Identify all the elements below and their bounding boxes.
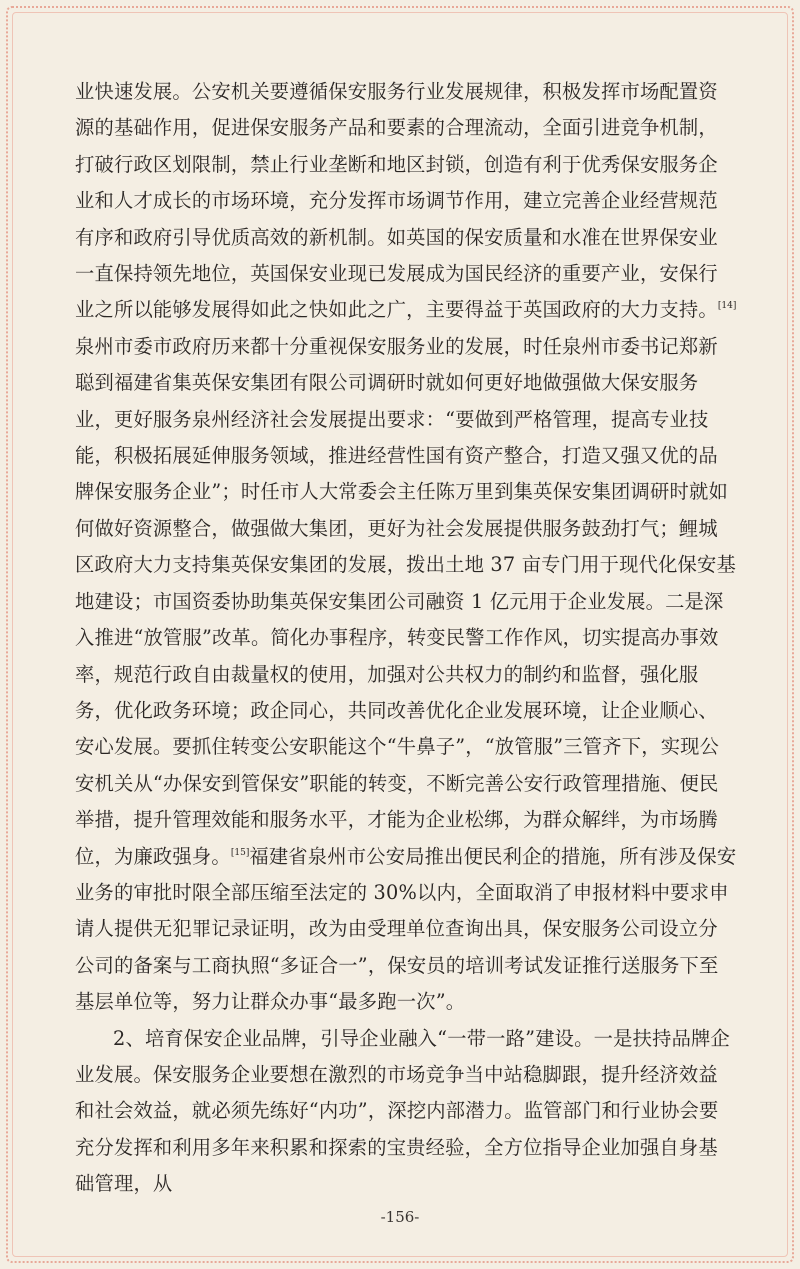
text-segment: 业快速发展。公安机关要遵循保安服务行业发展规律，积极发挥市场配置资源的基础作用，促进保安服务产品和要素的合理流动，全面引进竞争机制，打破行政区划限制，禁止行业垄断和地区封锁，创造有利于优秀保安服务企业和人才成长的市场环境，充分发挥市场调节作用，建立完善企业经营规范有序和政府引导优质高效的新机制。如英国的保安质量和水准在世界保安业一直保持领先地位，英国保安业现已发展成为国民经济的重要产业，安保行业之所以能够发展得如此之快如此之广，主要得益于英国政府的大力支持。 <box>75 80 718 322</box>
text-segment: 泉州市委市政府历来都十分重视保安服务业的发展，时任泉州市委书记郑新聪到福建省集英保安集团有限公司调研时就如何更好地做强做大保安服务业，更好服务泉州经济社会发展提出要求：“要做到严格管理，提高专业技能，积极拓展延伸服务领域，推进经营性国有资产整合，打造又强又优的品牌保安服务企业”；时任市人大常委会主任陈万里到集英保安集团调研时就如何做好资源整合，做强做大集团，更好为社会发展提供服务鼓劲打气；鲤城区政府大力支持集英保安集团的发展，拨出土地 37 亩专门用于现代化保安基地建设；市国资委协助集英保安集团公司融资 1 亿元用于企业发展。二是深入推进“放管服”改革。简化办事程序，转变民警工作作风，切实提高办事效率，规范行政自由裁量权的使用，加强对公共权力的制约和监督，强化服务，优化政务环境；政企同心，共同改善优化企业发展环境，让企业顺心、安心发展。要抓住转变公安职能这个“牛鼻子”，“放管服”三管齐下，实现公安机关从“办保安到管保安”职能的转变，不断完善公安行政管理措施、便民举措，提升管理效能和服务水平，才能为企业松绑，为群众解绊，为市场腾位，为廉政强身。 <box>75 334 736 868</box>
footnote-ref-15[interactable]: [15] <box>230 847 250 858</box>
paragraph-1 <box>75 74 737 1021</box>
body-text <box>75 74 737 1203</box>
paragraph-2: 2、培育保安企业品牌，引导企业融入“一带一路”建设。一是扶持品牌企业发展。保安服务企业要想在激烈的市场竞争当中站稳脚跟，提升经济效益和社会效益，就必须先练好“内功”，深挖内部潜力。监管部门和行业协会要充分发挥和利用多年来积累和探索的宝贵经验，全方位指导企业加强自身基础管理，从 <box>75 1026 731 1196</box>
page-number: -156- <box>380 1208 420 1226</box>
text-segment: 福建省泉州市公安局推出便民利企的措施，所有涉及保安业务的审批时限全部压缩至法定的 30%以内，全面取消了申报材料中要求申请人提供无犯罪记录证明，改为由受理单位查询出具，保安服务公司设立分公司的备案与工商执照“多证合一”，保安员的培训考试发证推行送服务下至基层单位等，努力让群众办事“最多跑一次”。 <box>75 844 737 1014</box>
footnote-ref-14[interactable]: [14] <box>717 301 737 312</box>
